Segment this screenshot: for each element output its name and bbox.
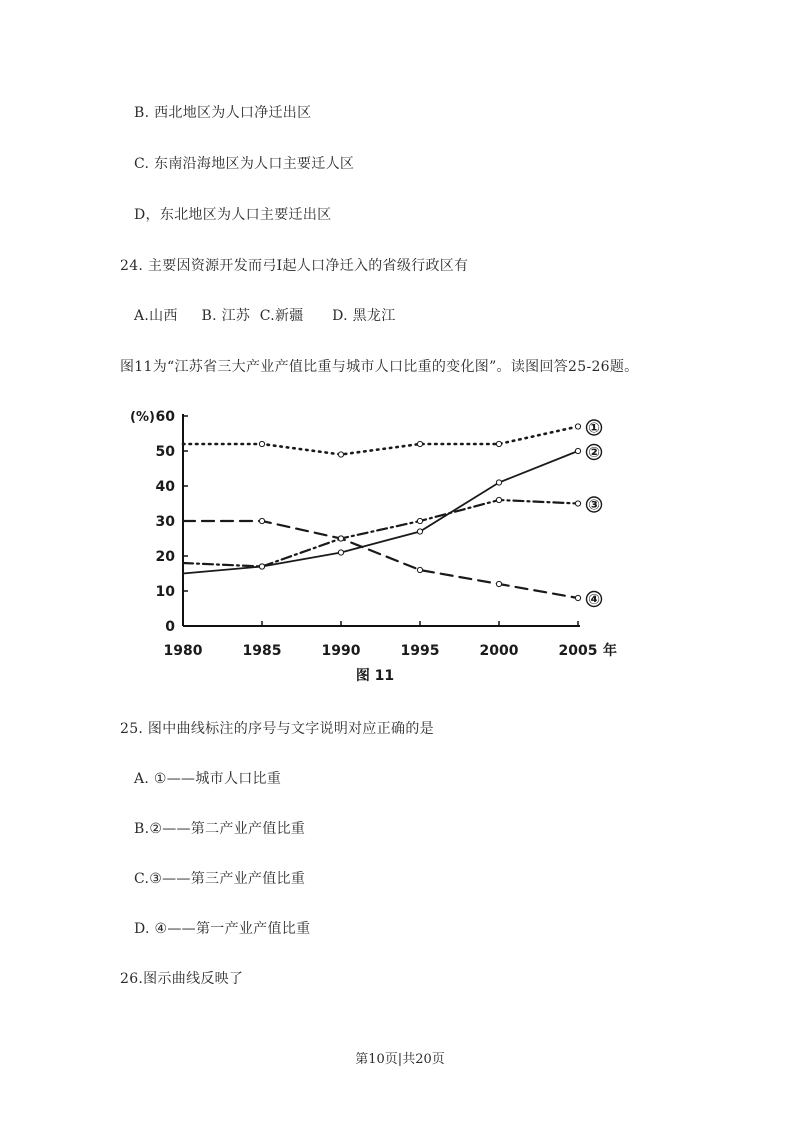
q23-option-b: B. 西北地区为人口净迁出区 [134, 105, 312, 121]
question-25: 25. 图中曲线标注的序号与文字说明对应正确的是 [120, 721, 434, 737]
series-line-3 [183, 500, 578, 567]
x-unit-label: 年 [603, 643, 617, 659]
data-point [496, 480, 501, 485]
data-point [259, 441, 264, 446]
series-label: ② [588, 445, 600, 461]
x-tick-label: 2005 [558, 643, 598, 659]
y-tick-label: 0 [165, 619, 175, 635]
y-tick-label: 10 [155, 584, 175, 600]
q23-option-d: D，东北地区为人口主要迁出区 [134, 207, 332, 223]
x-tick-label: 1990 [321, 643, 361, 659]
y-tick-label: 30 [155, 514, 175, 530]
data-point [575, 448, 580, 453]
q25-option-a: A. ①——城市人口比重 [134, 771, 282, 787]
data-point [575, 424, 580, 429]
chart-caption: 图 11 [355, 668, 395, 684]
q25-option-c: C.③——第三产业产值比重 [134, 871, 306, 887]
q25-option-d: D. ④——第一产业产值比重 [134, 921, 311, 937]
data-point [496, 441, 501, 446]
x-tick-label: 1995 [400, 643, 440, 659]
data-point [496, 581, 501, 586]
data-point [417, 441, 422, 446]
q25-option-b: B.②——第二产业产值比重 [134, 821, 306, 837]
data-point [575, 595, 580, 600]
x-tick-label: 2000 [479, 643, 519, 659]
line-chart [120, 398, 640, 690]
chart-intro: 图11为“江苏省三大产业产值比重与城市人口比重的变化图”。读图回答25-26题。 [120, 359, 639, 375]
series-label: ① [588, 420, 600, 437]
series-line-4 [183, 521, 578, 598]
chart-series [183, 424, 581, 601]
q23-option-c: C. 东南沿海地区为人口主要迁人区 [134, 156, 355, 172]
series-line-2 [183, 451, 578, 574]
x-tick-label: 1985 [242, 643, 282, 659]
chart-axes [130, 409, 617, 684]
series-line-1 [183, 427, 578, 455]
data-point [259, 518, 264, 523]
y-tick-label: 20 [155, 549, 175, 565]
series-label: ④ [588, 592, 600, 608]
y-unit-label: (%) [130, 410, 155, 425]
data-point [259, 564, 264, 569]
question-26: 26.图示曲线反映了 [120, 971, 244, 987]
data-point [417, 529, 422, 534]
chart-labels [587, 420, 602, 608]
data-point [575, 501, 580, 506]
data-point [338, 550, 343, 555]
x-tick-label: 1980 [163, 643, 203, 659]
data-point [496, 497, 501, 502]
y-tick-label: 40 [155, 479, 175, 495]
q24-options: A.山西 B. 江苏 C.新疆 D. 黑龙江 [134, 308, 396, 324]
data-point [417, 567, 422, 572]
y-tick-label: 60 [155, 409, 175, 425]
series-label: ③ [588, 497, 600, 514]
page-footer: 第10页|共20页 [355, 1052, 445, 1067]
y-tick-label: 50 [155, 444, 175, 460]
data-point [338, 452, 343, 457]
data-point [417, 518, 422, 523]
data-point [338, 536, 343, 541]
question-24: 24. 主要因资源开发而弓I起人口净迁入的省级行政区有 [120, 258, 469, 274]
